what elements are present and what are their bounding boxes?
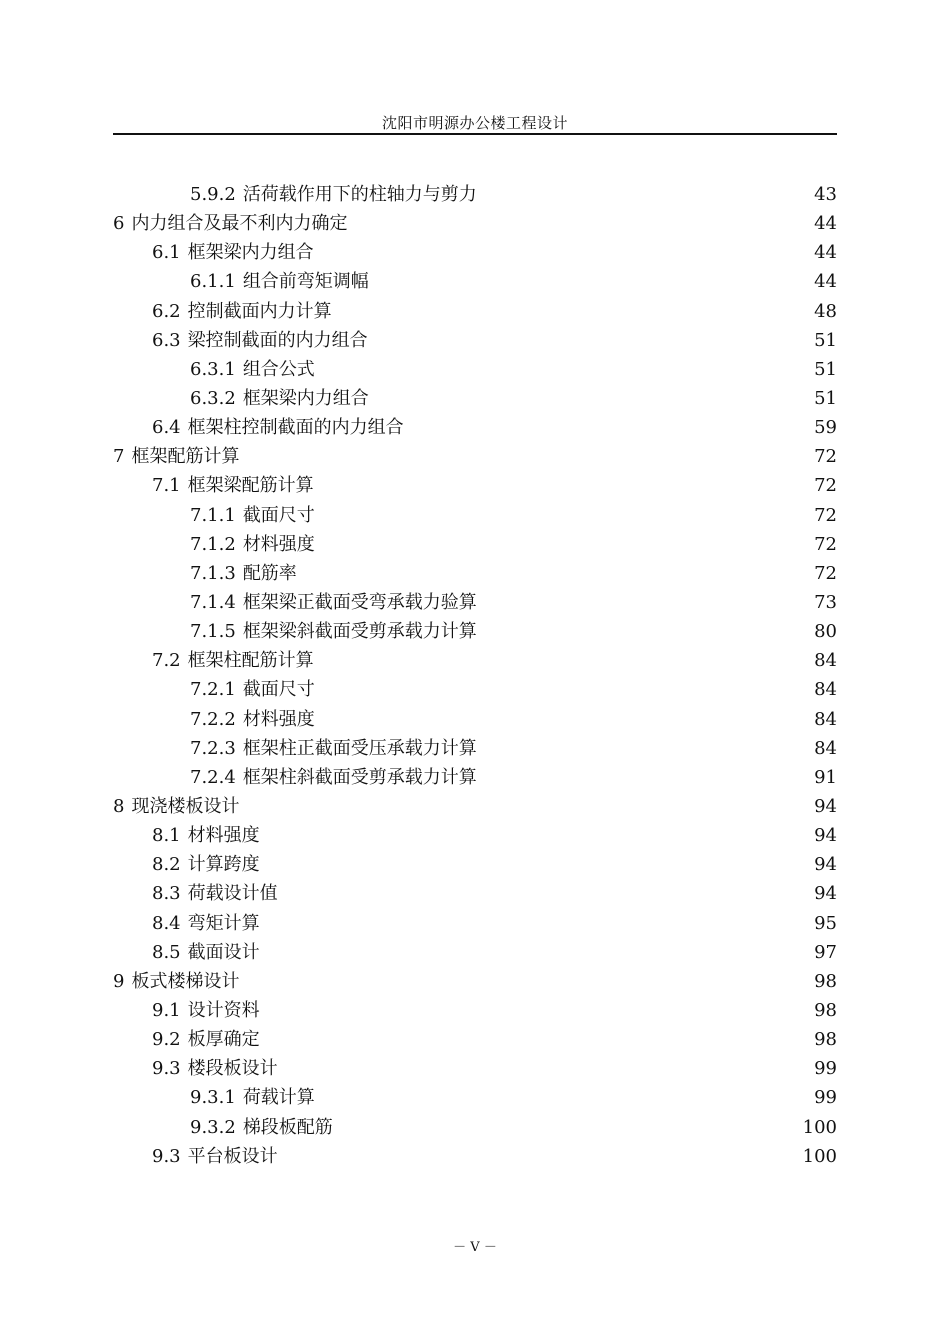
table-of-contents — [113, 180, 837, 1171]
toc-entry[interactable] — [113, 938, 837, 967]
toc-entry-title: 材料强度 — [242, 533, 315, 555]
toc-entry-number: 9 — [113, 970, 125, 992]
toc-entry[interactable] — [113, 267, 837, 296]
toc-entry[interactable] — [113, 297, 837, 326]
toc-entry-page: 94 — [814, 883, 837, 905]
toc-entry[interactable] — [113, 705, 837, 734]
toc-entry-page: 91 — [814, 766, 837, 788]
toc-entry-page: 100 — [802, 1116, 837, 1138]
page-number-footer: － V － — [453, 1240, 497, 1255]
toc-entry[interactable] — [113, 238, 837, 267]
toc-entry-title: 控制截面内力计算 — [187, 300, 332, 322]
toc-entry-number: 7.1.5 — [190, 621, 236, 643]
toc-entry[interactable] — [113, 1025, 837, 1054]
toc-entry[interactable] — [113, 530, 837, 559]
toc-entry-number: 6.3.2 — [190, 387, 236, 409]
toc-entry-page: 72 — [814, 504, 837, 526]
toc-entry-title: 截面尺寸 — [242, 504, 315, 526]
toc-entry[interactable] — [113, 821, 837, 850]
toc-entry-title: 框架配筋计算 — [131, 446, 240, 468]
toc-entry-page: 72 — [814, 533, 837, 555]
toc-entry-title: 板厚确定 — [187, 1029, 260, 1051]
toc-entry-title: 计算跨度 — [187, 854, 260, 876]
toc-entry-number: 6.1.1 — [190, 271, 236, 293]
toc-entry-title: 截面设计 — [187, 941, 260, 963]
toc-entry-page: 73 — [814, 591, 837, 613]
toc-entry-title: 框架梁正截面受弯承载力验算 — [242, 591, 477, 613]
toc-entry-page: 84 — [814, 737, 837, 759]
toc-entry-title: 平台板设计 — [187, 1145, 278, 1167]
toc-entry-number: 7.2.1 — [190, 679, 236, 701]
toc-entry[interactable] — [113, 501, 837, 530]
toc-entry-number: 9.3.2 — [190, 1116, 236, 1138]
toc-entry-page: 51 — [814, 387, 837, 409]
toc-entry-page: 44 — [814, 271, 837, 293]
toc-entry-number: 7.1.4 — [190, 591, 236, 613]
toc-entry-number: 9.3 — [152, 1058, 181, 1080]
toc-entry-number: 9.2 — [152, 1029, 181, 1051]
toc-entry-title: 框架柱控制截面的内力组合 — [187, 417, 404, 439]
toc-entry[interactable] — [113, 413, 837, 442]
toc-entry[interactable] — [113, 1083, 837, 1112]
toc-entry-page: 72 — [814, 562, 837, 584]
toc-entry-title: 框架梁斜截面受剪承载力计算 — [242, 621, 477, 643]
toc-entry-number: 9.3 — [152, 1145, 181, 1167]
toc-entry-page: 44 — [814, 213, 837, 235]
toc-entry-number: 8.2 — [152, 854, 181, 876]
toc-entry-page: 84 — [814, 679, 837, 701]
toc-entry-number: 7.2 — [152, 650, 181, 672]
toc-entry[interactable] — [113, 734, 837, 763]
toc-entry[interactable] — [113, 792, 837, 821]
toc-entry-title: 框架柱配筋计算 — [187, 650, 314, 672]
toc-entry[interactable] — [113, 996, 837, 1025]
toc-entry-title: 组合前弯矩调幅 — [242, 271, 369, 293]
toc-entry-page: 100 — [802, 1145, 837, 1167]
toc-entry-title: 板式楼梯设计 — [131, 970, 240, 992]
toc-entry-page: 98 — [814, 1029, 837, 1051]
toc-entry[interactable] — [113, 471, 837, 500]
toc-entry-number: 7.1.2 — [190, 533, 236, 555]
toc-entry[interactable] — [113, 909, 837, 938]
running-header: 沈阳市明源办公楼工程设计 — [381, 114, 568, 132]
toc-entry-page: 98 — [814, 970, 837, 992]
toc-entry[interactable] — [113, 559, 837, 588]
toc-entry-title: 材料强度 — [187, 825, 260, 847]
toc-entry-page: 51 — [814, 329, 837, 351]
toc-entry-title: 弯矩计算 — [187, 912, 260, 934]
toc-entry-page: 48 — [814, 300, 837, 322]
toc-entry-page: 94 — [814, 825, 837, 847]
toc-entry[interactable] — [113, 675, 837, 704]
toc-entry-number: 5.9.2 — [190, 184, 236, 205]
toc-entry[interactable] — [113, 355, 837, 384]
toc-entry-title: 组合公式 — [242, 358, 315, 380]
toc-entry-number: 8.4 — [152, 912, 181, 934]
toc-entry-number: 6.4 — [152, 417, 181, 439]
toc-entry-page: 72 — [814, 446, 837, 468]
toc-entry-number: 7.1.3 — [190, 562, 236, 584]
toc-entry-title: 内力组合及最不利内力确定 — [131, 213, 348, 235]
toc-entry-page: 98 — [814, 999, 837, 1021]
toc-entry-page: 99 — [814, 1058, 837, 1080]
toc-entry-page: 59 — [814, 417, 837, 439]
toc-entry-title: 荷载设计值 — [187, 883, 278, 905]
toc-entry-page: 51 — [814, 358, 837, 380]
toc-entry-page: 94 — [814, 795, 837, 817]
toc-entry-number: 6.3.1 — [190, 358, 236, 380]
toc-entry[interactable] — [113, 646, 837, 675]
toc-entry-number: 7.1.1 — [190, 504, 236, 526]
toc-entry[interactable] — [113, 384, 837, 413]
toc-entry-page: 72 — [814, 475, 837, 497]
toc-entry-title: 框架柱正截面受压承载力计算 — [242, 737, 477, 759]
toc-entry-title: 现浇楼板设计 — [131, 795, 240, 817]
toc-entry-number: 6.3 — [152, 329, 181, 351]
toc-entry-title: 截面尺寸 — [242, 679, 315, 701]
toc-entry-title: 材料强度 — [242, 708, 315, 730]
toc-entry-page: 43 — [814, 184, 837, 205]
toc-entry-page: 94 — [814, 854, 837, 876]
toc-entry-number: 8.3 — [152, 883, 181, 905]
toc-entry-number: 8 — [113, 795, 125, 817]
toc-entry-page: 99 — [814, 1087, 837, 1109]
toc-entry-title: 配筋率 — [242, 562, 297, 584]
toc-entry-title: 框架梁配筋计算 — [187, 475, 314, 497]
toc-entry-number: 8.5 — [152, 941, 181, 963]
toc-entry-title: 框架梁内力组合 — [187, 242, 314, 264]
toc-entry[interactable] — [113, 850, 837, 879]
toc-entry-title: 设计资料 — [187, 999, 260, 1021]
toc-entry[interactable] — [113, 879, 837, 908]
toc-entry-number: 7 — [113, 446, 125, 468]
toc-entry-page: 44 — [814, 242, 837, 264]
toc-entry-number: 7.2.3 — [190, 737, 236, 759]
toc-entry-page: 97 — [814, 941, 837, 963]
toc-entry-title: 梯段板配筋 — [242, 1116, 333, 1138]
toc-entry-number: 7.2.4 — [190, 766, 236, 788]
toc-entry[interactable] — [113, 1113, 837, 1142]
toc-entry-number: 7.2.2 — [190, 708, 236, 730]
toc-entry[interactable] — [113, 326, 837, 355]
toc-entry-page: 84 — [814, 650, 837, 672]
toc-entry[interactable] — [113, 442, 837, 471]
toc-entry-number: 6 — [113, 213, 125, 235]
toc-entry-number: 6.2 — [152, 300, 181, 322]
toc-entry-page: 80 — [814, 621, 837, 643]
toc-entry-title: 框架梁内力组合 — [242, 387, 369, 409]
toc-entry[interactable] — [113, 617, 837, 646]
toc-entry-number: 8.1 — [152, 825, 181, 847]
toc-entry-number: 9.1 — [152, 999, 181, 1021]
toc-entry-title: 活荷载作用下的柱轴力与剪力 — [242, 184, 477, 205]
toc-entry[interactable] — [113, 1142, 837, 1171]
toc-entry[interactable] — [113, 763, 837, 792]
toc-entry-title: 楼段板设计 — [187, 1058, 278, 1080]
toc-entry-title: 荷载计算 — [242, 1087, 315, 1109]
toc-entry-page: 95 — [814, 912, 837, 934]
toc-entry-title: 框架柱斜截面受剪承载力计算 — [242, 766, 477, 788]
toc-entry-title: 梁控制截面的内力组合 — [187, 329, 368, 351]
toc-entry[interactable] — [113, 180, 837, 209]
toc-entry[interactable] — [113, 1054, 837, 1083]
toc-entry-number: 6.1 — [152, 242, 181, 264]
toc-entry[interactable] — [113, 209, 837, 238]
toc-entry[interactable] — [113, 967, 837, 996]
header-rule — [113, 133, 837, 135]
toc-entry-page: 84 — [814, 708, 837, 730]
toc-entry-number: 9.3.1 — [190, 1087, 236, 1109]
toc-entry-number: 7.1 — [152, 475, 181, 497]
toc-entry[interactable] — [113, 588, 837, 617]
